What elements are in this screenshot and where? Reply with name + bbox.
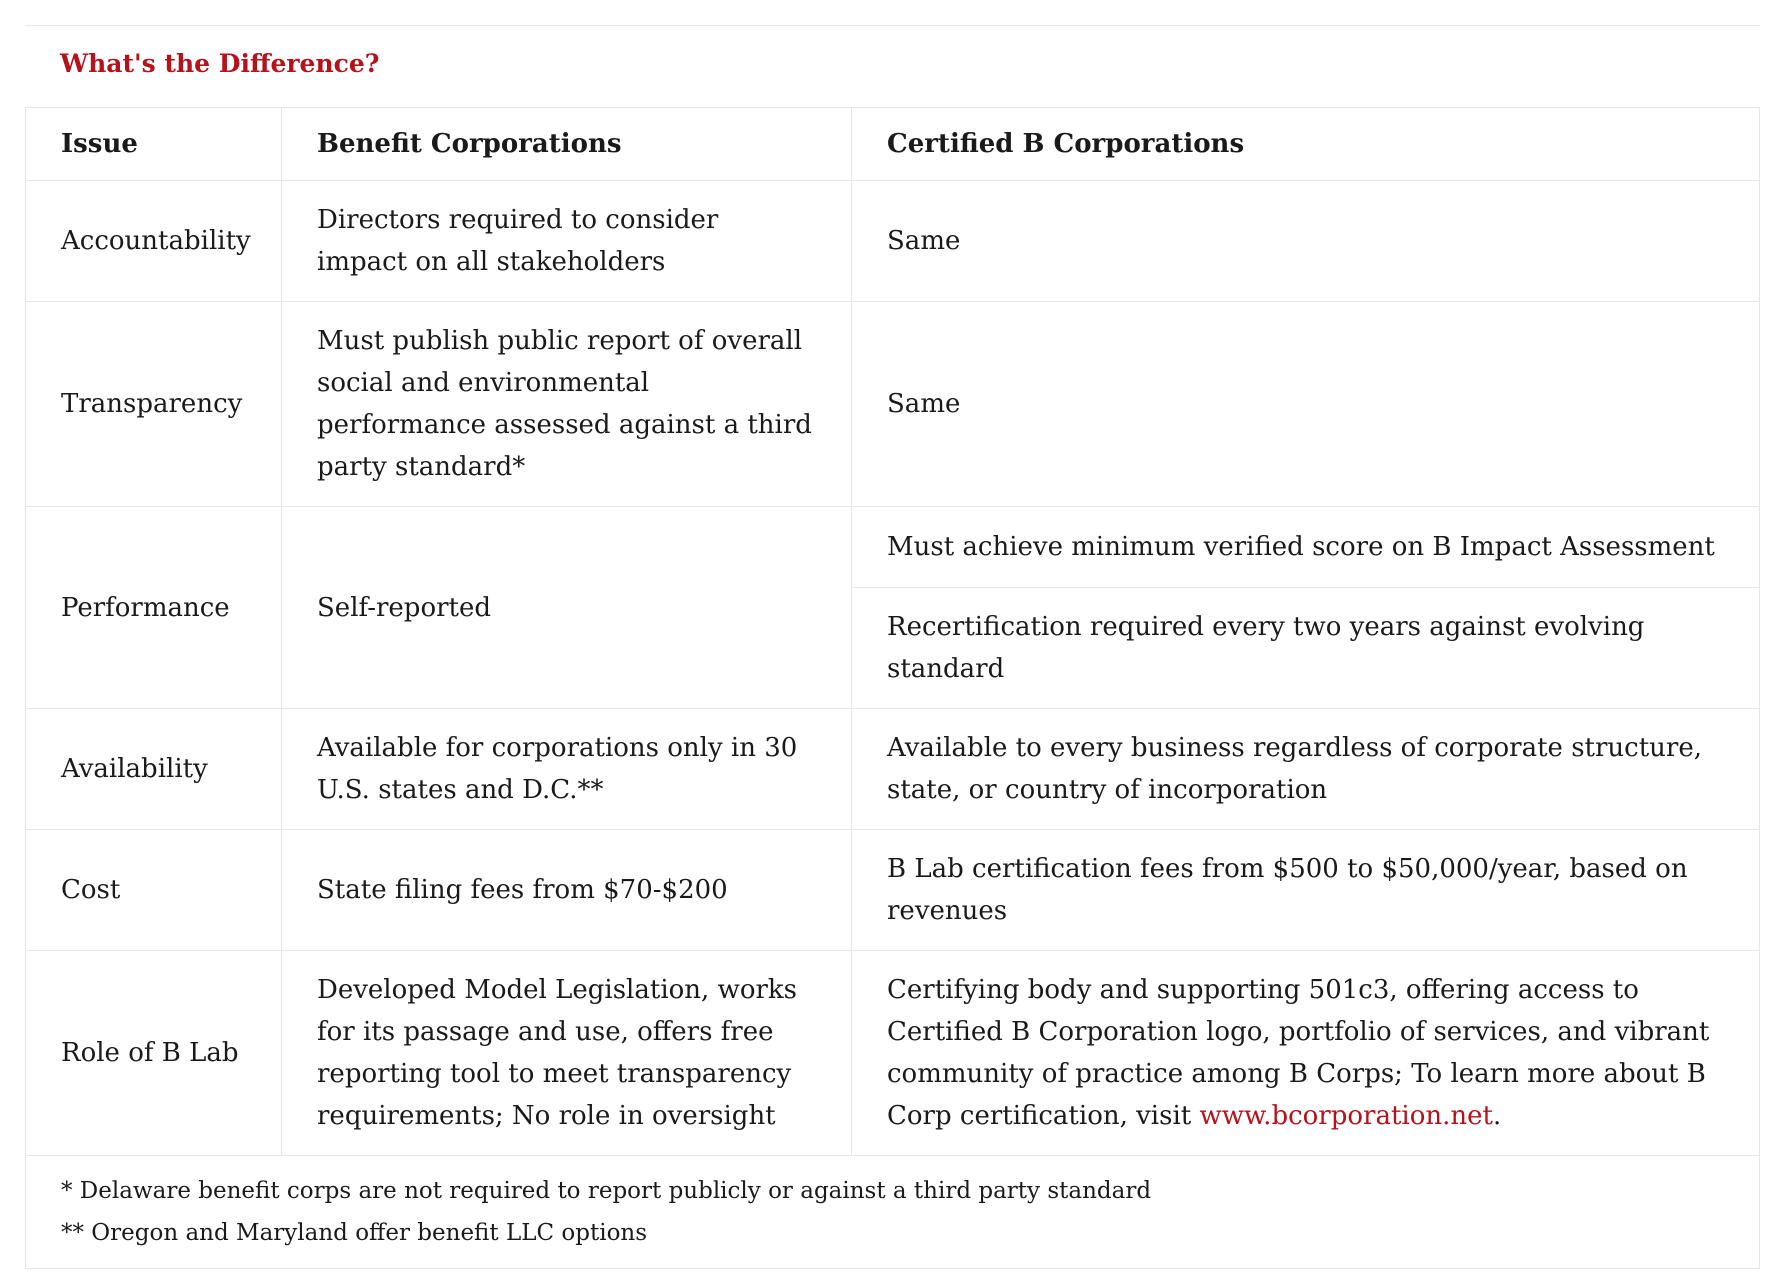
table-row-availability	[26, 709, 1760, 830]
table-row-cost	[26, 830, 1760, 951]
cell-benefit: Must publish public report of overall social and environmental performance assessed against a third party standard*	[282, 302, 852, 507]
cell-issue: Availability	[26, 709, 282, 830]
header-benefit-corporations: Benefit Corporations	[282, 108, 852, 181]
footnote-delaware: * Delaware benefit corps are not required to report publicly or against a third party standard	[61, 1178, 1152, 1204]
table-header-row	[26, 108, 1760, 181]
cell-issue: Role of B Lab	[26, 951, 282, 1156]
cell-certified: B Lab certification fees from $500 to $50,000/year, based on revenues	[852, 830, 1760, 951]
section-title: What's the Difference?	[60, 49, 380, 78]
table-row-role-of-b-lab	[26, 951, 1760, 1156]
cell-benefit: Self-reported	[282, 507, 852, 709]
footnotes-cell	[26, 1156, 1760, 1269]
header-issue: Issue	[26, 108, 282, 181]
cell-certified: Available to every business regardless of corporate structure, state, or country of incorporation	[852, 709, 1760, 830]
bcorporation-link[interactable]: www.bcorporation.net	[1199, 1101, 1493, 1131]
top-divider	[25, 25, 1760, 26]
certified-text: Certifying body and supporting 501c3, offering access to Certified B Corporation logo, portfolio of services, and vibrant community of practice among B Corps; To learn more about B Corp certification, visit	[887, 975, 1710, 1131]
cell-certified: Same	[852, 302, 1760, 507]
cell-issue: Cost	[26, 830, 282, 951]
cell-issue: Performance	[26, 507, 282, 709]
header-certified-b-corporations: Certified B Corporations	[852, 108, 1760, 181]
cell-benefit: Available for corporations only in 30 U.S. states and D.C.**	[282, 709, 852, 830]
cell-issue: Accountability	[26, 181, 282, 302]
table-row-accountability	[26, 181, 1760, 302]
cell-certified: Must achieve minimum verified score on B Impact Assessment	[852, 507, 1760, 588]
table-row-performance	[26, 507, 1760, 588]
footnote-oregon-maryland: ** Oregon and Maryland offer benefit LLC options	[61, 1220, 648, 1246]
cell-certified: Same	[852, 181, 1760, 302]
cell-benefit: Directors required to consider impact on all stakeholders	[282, 181, 852, 302]
table-row-footnotes	[26, 1156, 1760, 1269]
cell-benefit: State filing fees from $70-$200	[282, 830, 852, 951]
comparison-table	[25, 107, 1760, 1269]
cell-benefit: Developed Model Legislation, works for its passage and use, offers free reporting tool to meet transparency requirements; No role in oversight	[282, 951, 852, 1156]
cell-certified	[852, 951, 1760, 1156]
cell-certified: Recertification required every two years against evolving standard	[852, 588, 1760, 709]
table-row-transparency	[26, 302, 1760, 507]
certified-text-end: .	[1492, 1101, 1502, 1131]
cell-issue: Transparency	[26, 302, 282, 507]
